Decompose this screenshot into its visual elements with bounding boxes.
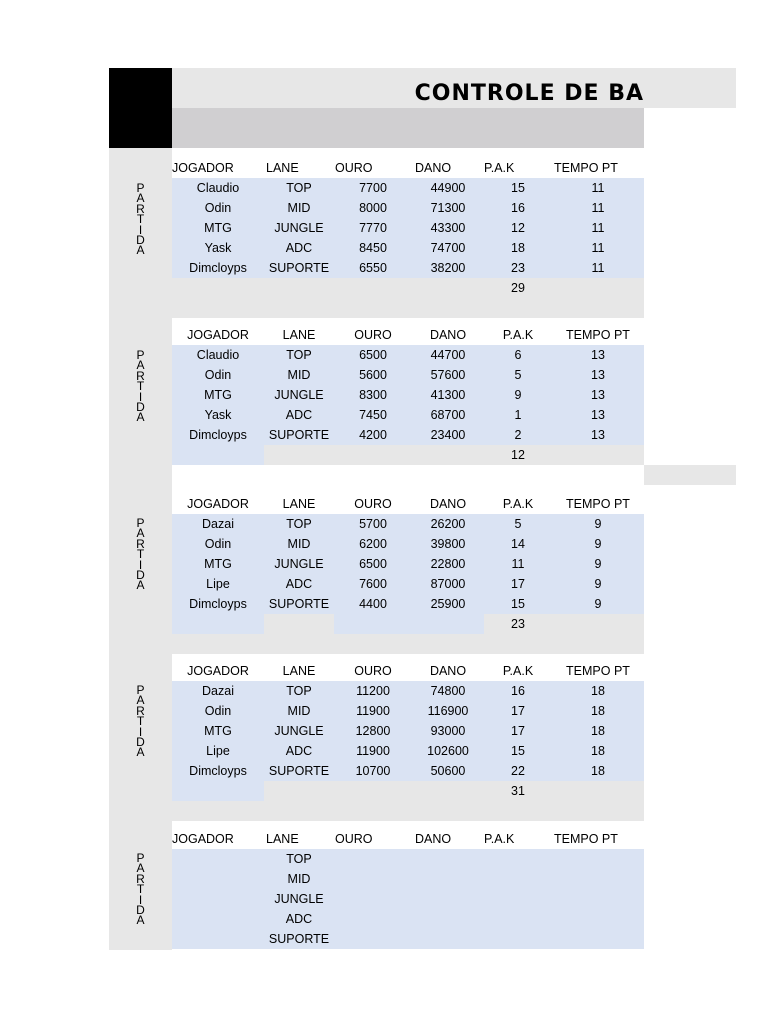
- cell-dano: 44700: [430, 348, 466, 362]
- match-block: [172, 158, 644, 318]
- cell-lane: SUPORTE: [268, 764, 330, 778]
- partida-letter: R: [136, 368, 145, 383]
- cell-tempo: 9: [594, 557, 602, 571]
- table-row: [172, 761, 644, 781]
- cell-ouro: 8450: [359, 241, 387, 255]
- header-pak: P.A.K: [502, 497, 534, 511]
- cell-ouro: 8300: [359, 388, 387, 402]
- table-row: [172, 721, 644, 741]
- cell-ouro: 8000: [359, 201, 387, 215]
- partida-letter: P: [136, 851, 145, 865]
- partida-letter: I: [138, 892, 143, 907]
- cell-jogador: Dazai: [202, 517, 234, 531]
- cell-dano: 26200: [430, 517, 466, 531]
- pak-total: 31: [511, 784, 525, 798]
- cell-ouro: 5700: [359, 517, 387, 531]
- cell-pak: 5: [514, 517, 522, 531]
- pak-total: 29: [511, 281, 525, 295]
- header-lane: LANE: [282, 664, 316, 678]
- cell-pak: 12: [511, 221, 525, 235]
- cell-jogador: Odin: [204, 368, 232, 382]
- cell-tempo: 9: [594, 577, 602, 591]
- cell-jogador: Dimcloyps: [189, 597, 247, 611]
- table-row: [172, 849, 644, 869]
- cell-lane: JUNGLE: [274, 724, 324, 738]
- pak-total-row: [172, 278, 644, 298]
- pak-total: [458, 949, 578, 969]
- cell-lane: SUPORTE: [268, 428, 330, 442]
- header-lane: LANE: [282, 497, 316, 511]
- partida-letter: I: [138, 557, 143, 572]
- header-dano: DANO: [415, 832, 452, 846]
- cell-lane: MID: [287, 704, 311, 718]
- match-block: [172, 494, 644, 654]
- cell-lane: MID: [287, 368, 311, 382]
- partida-label: [109, 685, 172, 758]
- cell-tempo: 18: [591, 724, 605, 738]
- header-tempo: TEMPO PT: [566, 497, 630, 511]
- cell-ouro: 12800: [355, 724, 391, 738]
- cell-pak: 15: [511, 181, 525, 195]
- header-ouro: OURO: [354, 497, 392, 511]
- cell-pak: 16: [511, 684, 525, 698]
- header-dano: DANO: [429, 664, 467, 678]
- header-jogador: JOGADOR: [172, 161, 234, 175]
- table-row: [172, 741, 644, 761]
- cell-tempo: 11: [591, 201, 605, 215]
- cell-lane: ADC: [285, 912, 313, 926]
- table-row: [172, 681, 644, 701]
- cell-ouro: 4400: [359, 597, 387, 611]
- header-jogador: JOGADOR: [187, 497, 249, 511]
- cell-jogador: Yask: [204, 408, 232, 422]
- cell-pak: 9: [514, 388, 522, 402]
- cell-jogador: Lipe: [206, 744, 230, 758]
- cell-tempo: 9: [594, 537, 602, 551]
- partida-letter: A: [136, 410, 145, 425]
- partida-letter: R: [136, 871, 145, 886]
- cell-tempo: [538, 869, 658, 889]
- table-row: [172, 365, 644, 385]
- header-dano: DANO: [429, 497, 467, 511]
- cell-tempo: 9: [594, 597, 602, 611]
- partida-letter: R: [136, 201, 145, 216]
- cell-lane: SUPORTE: [268, 932, 330, 946]
- cell-dano: 116900: [427, 704, 469, 718]
- cell-pak: 15: [511, 597, 525, 611]
- table-row: [172, 554, 644, 574]
- partida-letter: P: [136, 683, 145, 697]
- table-header: [172, 661, 644, 681]
- header-ouro: OURO: [354, 328, 392, 342]
- match-block: [172, 829, 644, 989]
- table-row: [172, 869, 644, 889]
- table-row: [172, 238, 644, 258]
- cell-lane: JUNGLE: [274, 221, 324, 235]
- cell-dano: 50600: [430, 764, 466, 778]
- partida-letter: D: [136, 903, 145, 918]
- cell-lane: MID: [287, 201, 311, 215]
- table-row: [172, 258, 644, 278]
- header-jogador: JOGADOR: [187, 328, 249, 342]
- cell-tempo: 13: [591, 368, 605, 382]
- table-header: [172, 494, 644, 514]
- cell-jogador: Lipe: [206, 577, 230, 591]
- cell-dano: 74800: [430, 684, 466, 698]
- partida-letter: P: [136, 516, 145, 530]
- cell-dano: 93000: [430, 724, 466, 738]
- header-lane: LANE: [282, 328, 316, 342]
- partida-letter: T: [136, 212, 145, 227]
- table-row: [172, 889, 644, 909]
- table-header: [172, 325, 644, 345]
- partida-letter: T: [136, 379, 145, 394]
- header-pak: P.A.K: [484, 161, 515, 175]
- cell-pak: 6: [514, 348, 522, 362]
- cell-tempo: 13: [591, 428, 605, 442]
- cell-pak: 1: [514, 408, 522, 422]
- cell-tempo: 11: [591, 221, 605, 235]
- pak-total-row: [172, 614, 644, 634]
- page-title: CONTROLE DE BA: [414, 81, 644, 106]
- cell-jogador: Yask: [204, 241, 232, 255]
- cell-tempo: 11: [591, 241, 605, 255]
- partida-letter: R: [136, 703, 145, 718]
- table-row: [172, 405, 644, 425]
- partida-letter: I: [138, 222, 143, 237]
- cell-ouro: 4200: [359, 428, 387, 442]
- cell-dano: 25900: [430, 597, 466, 611]
- cell-dano: 22800: [430, 557, 466, 571]
- cell-lane: JUNGLE: [274, 388, 324, 402]
- header-tempo: TEMPO PT: [554, 161, 618, 175]
- cell-ouro: 6500: [359, 348, 387, 362]
- partida-letter: T: [136, 547, 145, 562]
- cell-jogador: Dimcloyps: [189, 261, 247, 275]
- partida-letter: A: [136, 693, 145, 708]
- cell-pak: 18: [511, 241, 525, 255]
- partida-letter: A: [136, 861, 145, 876]
- cell-lane: TOP: [286, 852, 312, 866]
- table-row: [172, 594, 644, 614]
- cell-ouro: 7600: [359, 577, 387, 591]
- partida-letter: A: [136, 745, 145, 760]
- table-row: [172, 514, 644, 534]
- cell-dano: 44900: [430, 181, 466, 195]
- cell-jogador: Odin: [204, 201, 232, 215]
- cell-lane: SUPORTE: [268, 261, 330, 275]
- cell-pak: 15: [511, 744, 525, 758]
- cell-jogador: Dimcloyps: [189, 428, 247, 442]
- header-jogador: JOGADOR: [172, 832, 234, 846]
- cell-ouro: 10700: [355, 764, 391, 778]
- partida-letter: A: [136, 191, 145, 206]
- partida-letter: A: [136, 243, 145, 258]
- cell-tempo: 9: [594, 517, 602, 531]
- cell-dano: 57600: [430, 368, 466, 382]
- cell-jogador: MTG: [204, 388, 232, 402]
- header-ouro: OURO: [335, 832, 373, 846]
- header-tempo: TEMPO PT: [554, 832, 618, 846]
- cell-lane: SUPORTE: [268, 597, 330, 611]
- partida-label: [109, 183, 172, 256]
- cell-dano: 102600: [427, 744, 469, 758]
- cell-ouro: 5600: [359, 368, 387, 382]
- pak-total-row: [172, 949, 644, 969]
- partida-letter: A: [136, 358, 145, 373]
- cell-lane: ADC: [285, 241, 313, 255]
- subtitle-bar: [172, 108, 644, 148]
- header-tempo: TEMPO PT: [566, 664, 630, 678]
- table-row: [172, 385, 644, 405]
- cell-dano: 74700: [430, 241, 466, 255]
- pak-total-row: [172, 445, 644, 465]
- partida-letter: R: [136, 536, 145, 551]
- cell-dano: 71300: [430, 201, 466, 215]
- table-row: [172, 701, 644, 721]
- table-row: [172, 929, 644, 949]
- cell-dano: 87000: [430, 577, 466, 591]
- cell-dano: 68700: [430, 408, 466, 422]
- header-pak: P.A.K: [484, 832, 515, 846]
- header-dano: DANO: [415, 161, 452, 175]
- partida-letter: D: [136, 400, 145, 415]
- cell-lane: TOP: [286, 181, 312, 195]
- partida-label: [109, 853, 172, 926]
- cell-ouro: 7450: [359, 408, 387, 422]
- cell-tempo: 18: [591, 764, 605, 778]
- cell-tempo: 11: [591, 261, 605, 275]
- partida-letter: P: [136, 348, 145, 362]
- partida-letter: T: [136, 714, 145, 729]
- cell-tempo: 13: [591, 388, 605, 402]
- cell-lane: MID: [287, 872, 311, 886]
- header-tempo: TEMPO PT: [566, 328, 630, 342]
- cell-tempo: 11: [591, 181, 605, 195]
- table-row: [172, 909, 644, 929]
- header-jogador: JOGADOR: [187, 664, 249, 678]
- cell-tempo: [538, 929, 658, 949]
- cell-jogador: MTG: [204, 724, 232, 738]
- partida-letter: D: [136, 735, 145, 750]
- header-ouro: OURO: [354, 664, 392, 678]
- cell-lane: ADC: [285, 408, 313, 422]
- partida-letter: T: [136, 882, 145, 897]
- cell-lane: ADC: [285, 577, 313, 591]
- cell-dano: 39800: [430, 537, 466, 551]
- cell-jogador: Claudio: [196, 181, 240, 195]
- cell-lane: TOP: [286, 348, 312, 362]
- header-ouro: OURO: [335, 161, 373, 175]
- cell-lane: JUNGLE: [274, 892, 324, 906]
- partida-letter: I: [138, 389, 143, 404]
- cell-pak: 23: [511, 261, 525, 275]
- cell-ouro: 6550: [359, 261, 387, 275]
- cell-tempo: 18: [591, 684, 605, 698]
- cell-dano: 23400: [430, 428, 466, 442]
- pak-total-row: [172, 781, 644, 801]
- cell-ouro: 6200: [359, 537, 387, 551]
- cell-tempo: 18: [591, 744, 605, 758]
- table-row: [172, 178, 644, 198]
- match-block: [172, 325, 644, 485]
- cell-lane: TOP: [286, 517, 312, 531]
- cell-pak: 11: [511, 557, 525, 571]
- table-row: [172, 534, 644, 554]
- cell-pak: 16: [511, 201, 525, 215]
- table-row: [172, 218, 644, 238]
- cell-ouro: 11200: [356, 684, 390, 698]
- cell-ouro: 11900: [356, 704, 390, 718]
- header-dano: DANO: [429, 328, 467, 342]
- cell-dano: 38200: [430, 261, 466, 275]
- table-header: [172, 158, 644, 178]
- cell-dano: 43300: [430, 221, 466, 235]
- header-lane: LANE: [266, 161, 299, 175]
- cell-tempo: 13: [591, 348, 605, 362]
- cell-tempo: [538, 889, 658, 909]
- table-row: [172, 425, 644, 445]
- match-block: [172, 661, 644, 821]
- partida-letter: P: [136, 181, 145, 195]
- cell-pak: 17: [511, 704, 525, 718]
- cell-jogador: Odin: [204, 537, 232, 551]
- cell-lane: JUNGLE: [274, 557, 324, 571]
- cell-pak: 17: [511, 724, 525, 738]
- cell-jogador: Dimcloyps: [189, 764, 247, 778]
- partida-label: [109, 518, 172, 591]
- cell-lane: ADC: [285, 744, 313, 758]
- cell-tempo: [538, 849, 658, 869]
- pak-total: 12: [511, 448, 525, 462]
- header-pak: P.A.K: [502, 664, 534, 678]
- separator-bar: [644, 465, 736, 485]
- cell-pak: 14: [511, 537, 525, 551]
- cell-lane: TOP: [286, 684, 312, 698]
- cell-jogador: Claudio: [196, 348, 240, 362]
- table-row: [172, 345, 644, 365]
- partida-label: [109, 350, 172, 423]
- cell-ouro: 7700: [359, 181, 387, 195]
- header-lane: LANE: [266, 832, 299, 846]
- cell-ouro: 7770: [359, 221, 387, 235]
- partida-letter: A: [136, 526, 145, 541]
- cell-jogador: MTG: [204, 221, 232, 235]
- partida-letter: D: [136, 568, 145, 583]
- table-row: [172, 198, 644, 218]
- pak-total: 23: [511, 617, 525, 631]
- cell-tempo: [538, 909, 658, 929]
- cell-pak: 22: [511, 764, 525, 778]
- partida-letter: A: [136, 913, 145, 928]
- header-pak: P.A.K: [502, 328, 534, 342]
- cell-lane: MID: [287, 537, 311, 551]
- cell-dano: 41300: [430, 388, 466, 402]
- cell-tempo: 13: [591, 408, 605, 422]
- table-header: [172, 829, 644, 849]
- cell-pak: 17: [511, 577, 525, 591]
- partida-letter: A: [136, 578, 145, 593]
- partida-letter: D: [136, 233, 145, 248]
- cell-pak: 5: [514, 368, 522, 382]
- cell-jogador: Dazai: [202, 684, 234, 698]
- cell-pak: 2: [514, 428, 522, 442]
- cell-ouro: 6500: [359, 557, 387, 571]
- cell-ouro: 11900: [356, 744, 390, 758]
- cell-tempo: 18: [591, 704, 605, 718]
- header-black-block: [109, 68, 172, 148]
- cell-jogador: Odin: [204, 704, 232, 718]
- cell-jogador: MTG: [204, 557, 232, 571]
- partida-letter: I: [138, 724, 143, 739]
- table-row: [172, 574, 644, 594]
